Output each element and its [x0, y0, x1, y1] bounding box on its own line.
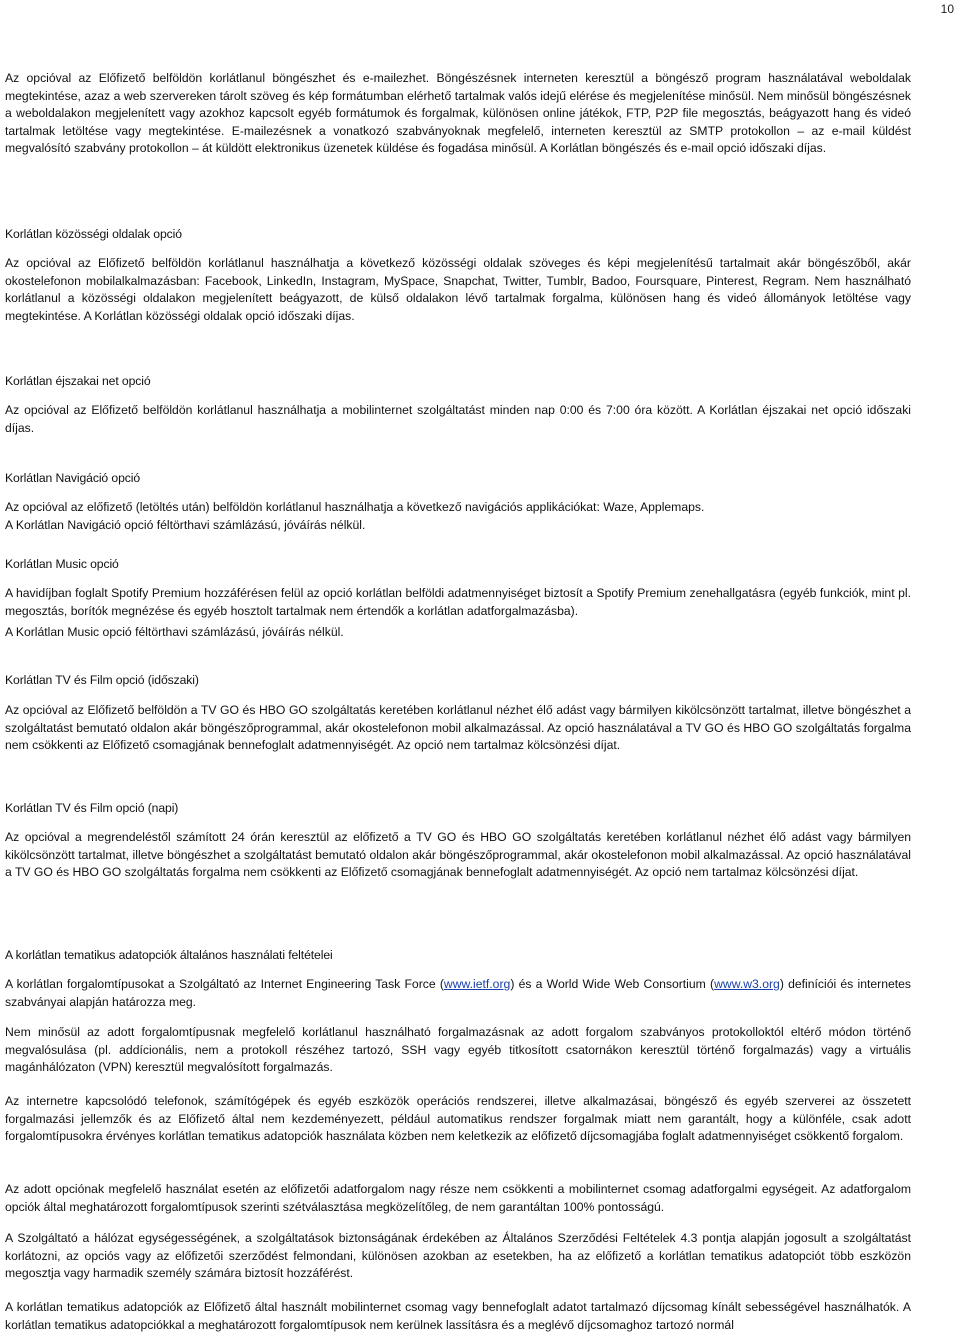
paragraph-device-traffic: Az internetre kapcsolódó telefonok, számítógépek és egyéb eszközök operációs rendszerei, illetve alkalmazásai, böngésző és egyéb szerverei az összetett forgalmazási jellemzők és az Előfizető által nem kezdeményezett, például automatikus rendszer forgalmak miatt nem garantált, hogy a különféle, csak adott forgalomtípusokra érvényes korlátlan tematikus adatopciók használata közben nem keletkezik az előfizető díjcsomagjába foglalt adatmennyiséget csökkentő forgalom.: [5, 1094, 911, 1144]
paragraph-restrictions: A Szolgáltató a hálózat egységességének, a szolgáltatások biztonságának érdekében az Általános Szerződési Feltételek 4.3 pontja alapján jogosult a szolgáltatást korlátozni, az opciós vagy az előfizetői szerződést felmondani, különösen azokban az esetekben, ha az előfizető a korlátlan tematikus adatopciót több eszközön megosztja vagy harmadik személy számára biztosít hozzáférést.: [5, 1231, 911, 1281]
paragraph-tv-film-periodic: Az opcióval az Előfizető belföldön a TV GO és HBO GO szolgáltatás keretében korlátlanul nézhet élő adást vagy bármilyen kikölcsönzött tartalmat, illetve böngészhet a szolgáltatást bemutató oldalon akár böngészőprogrammal, akár okostelefonon mobil alkalmazással. Az opció használatával a TV GO és HBO GO szolgáltatás forgalma nem csökkenti az Előfizető csomagjának bennefoglalt adatmennyiségét. Az opció nem tartalmaz kölcsönzési díjat.: [5, 703, 911, 753]
paragraph-browsing-email: Az opcióval az Előfizető belföldön korlátlanul böngészhet és e-mailezhet. Böngészésnek interneten keresztül a böngésző program használatával weboldalak megtekintése, azaz a web szervereken tárolt szöveg és kép formátumban elérhető tartalmak valós idejű elérése és megjelenítése minősül. Nem minősül böngészésnek a weboldalakon megjelenített vagy azokhoz kapcsolt egyéb formátumok és forgalmak, különösen online játékok, FTP, P2P file megosztás, beágyazott hang és videó tartalmak letöltése vagy megtekintése. E-mailezésnek a vonatkozó szabványoknak megfelelő, interneten keresztül az SMTP protokollon – az e-mail küldést megvalósító szabvány protokollon – át küldött elektronikus üzenetek küldése és fogadása minősül. A Korlátlan böngészés és e-mail opció időszaki díjas.: [5, 71, 911, 156]
paragraph-accuracy: Az adott opciónak megfelelő használat esetén az előfizetői adatforgalom nagy része nem csökkenti a mobilinternet csomag adatforgalmi egységeit. Az adatforgalom opciók által meghatározott forgalomtípusok szerinti szétválasztása megközelítőleg, de nem garantáltan 100% pontosságú.: [5, 1182, 911, 1214]
paragraph-social-media: Az opcióval az Előfizető belföldön korlátlanul használhatja a következő közösségi oldalak szöveges és képi megjelenítésű tartalmait akár böngészőből, akár okostelefonon mobilalkalmazásban: Facebook, LinkedIn, Instagram, MySpace, Snapchat, Twitter, Tumblr, Badoo, Foursquare, Pinterest, Regram. Nem használható korlátlanul a közösségi oldalakon megjelenített beágyazott, de külső oldalakon lévő tartalmak forgalma, különösen hang és videó állományok letöltése vagy megtekintése. A Korlátlan közösségi oldalak opció időszaki díjas.: [5, 256, 911, 323]
heading-music: Korlátlan Music opció: [5, 557, 119, 571]
paragraph-tv-film-daily: Az opcióval a megrendeléstől számított 24 órán keresztül az előfizető a TV GO és HBO GO szolgáltatás keretében korlátlanul nézhet élő adást vagy bármilyen kikölcsönzött tartalmat, illetve böngészhet a szolgáltatást bemutató oldalon akár böngészőprogrammal, akár okostelefonon mobil alkalmazással. Az opció használatával a TV GO és HBO GO szolgáltatás forgalma nem csökkenti az Előfizető csomagjának bennefoglalt adatmennyiségét. Az opció nem tartalmaz kölcsönzési díjat.: [5, 830, 911, 880]
paragraph-protocol-deviation: Nem minősül az adott forgalomtípusnak megfelelő korlátlanul használható forgalmazásnak az adott forgalom szabványos protokolloktól eltérő módon történő megvalósulása (pl. addícionális, nem a protokoll részéhez tartozó, SSH vagy egyéb titkosított csatornákon keresztül történő forgalmazás) vagy a virtuális magánhálózaton (VPN) keresztül megvalósított forgalmazás.: [5, 1025, 911, 1075]
paragraph-music: A havidíjban foglalt Spotify Premium hozzáférésen felül az opció korlátlan belföldi adatmennyiséget biztosít a Spotify Premium zenehallgatásra (egyéb funkciók, mint pl. megosztás, borítók megnézése és egyéb hosztolt tartalmak nem értendők a korlátlan adatforgalmazásba).: [5, 586, 911, 618]
heading-navigation: Korlátlan Navigáció opció: [5, 471, 141, 485]
heading-general-conditions: A korlátlan tematikus adatopciók általános használati feltételei: [5, 948, 333, 962]
definitions-text-3: ) definíciói és internetes szabványai alapján határozza meg.: [5, 977, 912, 1009]
definitions-text-1: A korlátlan forgalomtípusokat a Szolgáltató az Internet Engineering Task Force (: [5, 977, 444, 991]
heading-tv-film-periodic: Korlátlan TV és Film opció (időszaki): [5, 673, 199, 687]
paragraph-traffic-definitions: [5, 976, 911, 1011]
paragraph-navigation-billing: A Korlátlan Navigáció opció féltörthavi számlázású, jóváírás nélkül.: [5, 518, 366, 532]
paragraph-speed: A korlátlan tematikus adatopciók az Előfizető által használt mobilinternet csomag vagy bennefoglalt adatot tartalmazó díjcsomag kínált sebességével használhatók. A korlátlan tematikus adatopciókkal a meghatározott forgalomtípusok nem kerülnek lassításra és a meglévő díjcsomaghoz tartozó normál: [5, 1300, 911, 1332]
page-number: 10: [940, 2, 954, 16]
definitions-text-2: ) és a World Wide Web Consortium (: [510, 977, 715, 991]
w3c-link[interactable]: www.w3.org: [714, 977, 780, 991]
heading-night-net: Korlátlan éjszakai net opció: [5, 374, 151, 388]
paragraph-music-billing: A Korlátlan Music opció féltörthavi számlázású, jóváírás nélkül.: [5, 625, 344, 639]
paragraph-night-net: Az opcióval az Előfizető belföldön korlátlanul használhatja a mobilinternet szolgáltatást minden nap 0:00 és 7:00 óra között. A Korlátlan éjszakai net opció időszaki díjas.: [5, 403, 911, 435]
heading-social-media: Korlátlan közösségi oldalak opció: [5, 227, 182, 241]
paragraph-navigation: Az opcióval az előfizető (letöltés után) belföldön korlátlanul használhatja a következő navigációs applikációkat: Waze, Applemaps.: [5, 500, 705, 514]
heading-tv-film-daily: Korlátlan TV és Film opció (napi): [5, 801, 179, 815]
ietf-link[interactable]: www.ietf.org: [443, 977, 511, 991]
